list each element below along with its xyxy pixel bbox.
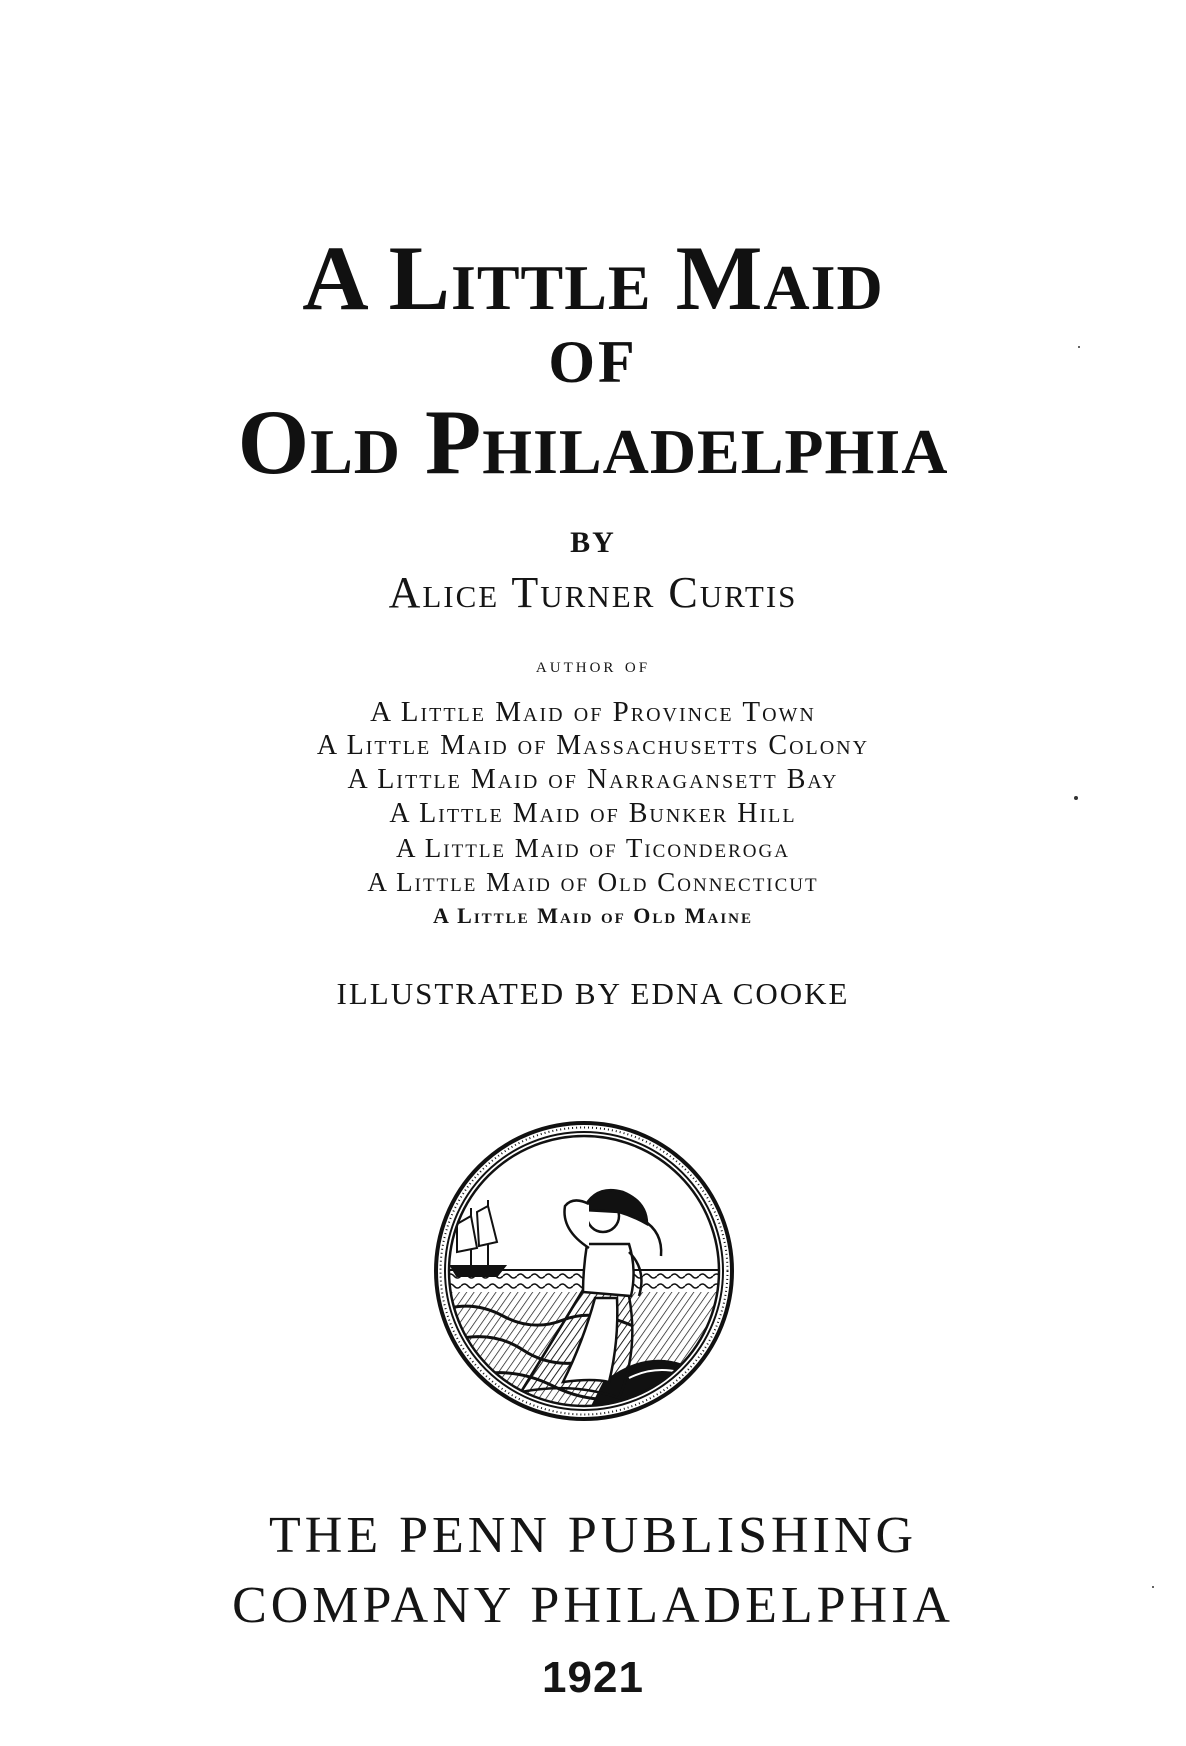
list-item: A Little Maid of Old Maine [432,903,754,928]
list-item: A Little Maid of Old Connecticut [367,867,819,897]
publisher-line-1: THE PENN PUBLISHING [269,1507,917,1564]
list-item: A Little Maid of Bunker Hill [389,798,797,829]
author-name: Alice Turner Curtis [388,568,798,617]
illustrator-credit: ILLUSTRATED BY EDNA COOKE [336,976,850,1011]
scan-speck [1078,346,1080,348]
by-label: BY [570,526,616,559]
author-of-heading: author of [535,652,651,677]
list-item: A Little Maid of Narragansett Bay [347,764,839,795]
book-title-line-3: Old Philadelphia [237,391,949,493]
list-item: A Little Maid of Massachusetts Colony [316,730,870,761]
list-item: A Little Maid of Province Town [370,696,816,728]
scan-speck [1152,1586,1154,1588]
book-title-line-1: A Little Maid [302,227,884,329]
scan-speck [1074,796,1078,800]
publication-year: 1921 [542,1653,644,1702]
publisher-line-2: COMPANY PHILADELPHIA [232,1577,954,1634]
list-item: A Little Maid of Ticonderoga [396,833,790,863]
maid-on-shore-emblem-icon [433,1120,735,1422]
book-title-line-2: OF [548,329,638,395]
